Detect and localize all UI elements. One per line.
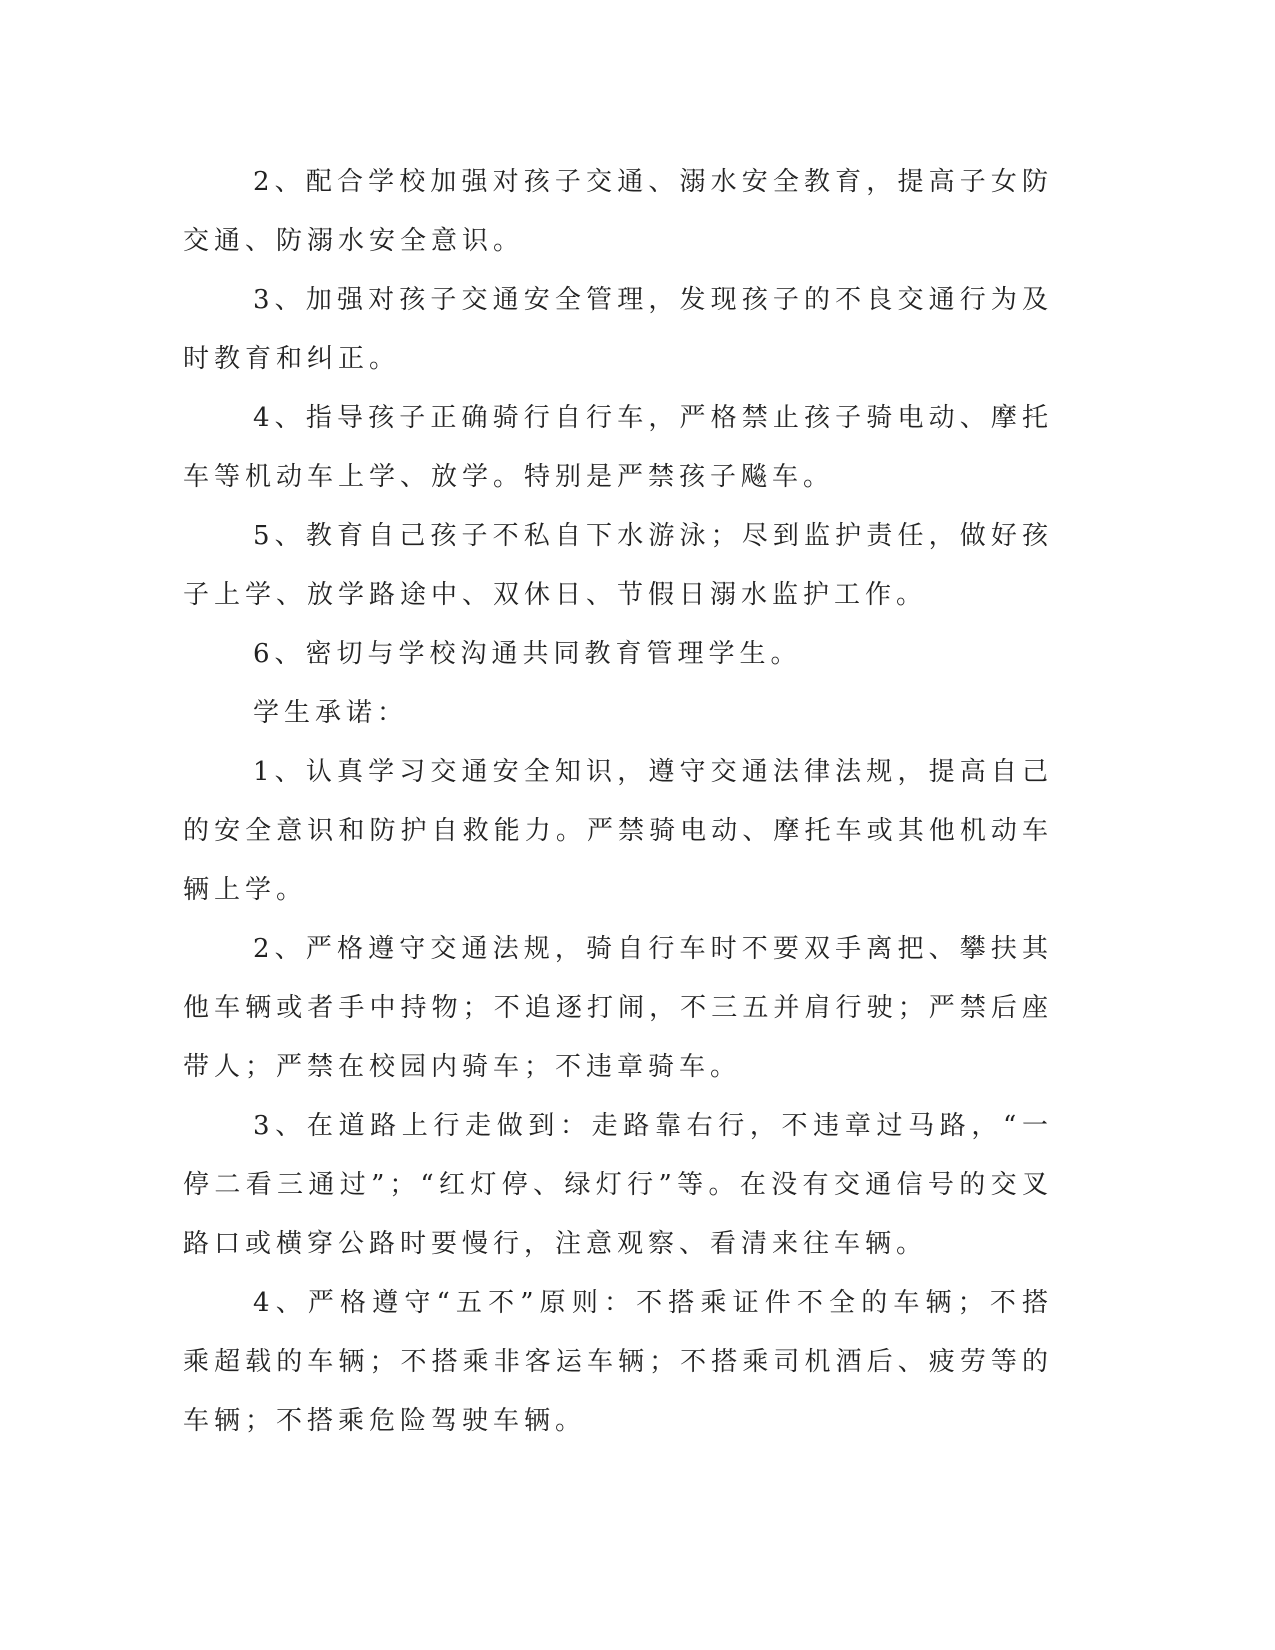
paragraph-student-item-2: 2、严格遵守交通法规，骑自行车时不要双手离把、攀扶其他车辆或者手中持物；不追逐打闹，不三五并肩行驶；严禁后座带人；严禁在校园内骑车；不违章骑车。 [183,934,1053,1082]
paragraph-student-item-4: 4、严格遵守“五不”原则：不搭乘证件不全的车辆；不搭乘超载的车辆；不搭乘非客运车辆；不搭乘司机酒后、疲劳等的车辆；不搭乘危险驾驶车辆。 [183,1288,1053,1436]
paragraph-parent-item-4: 4、指导孩子正确骑行自行车，严格禁止孩子骑电动、摩托车等机动车上学、放学。特别是严禁孩子飚车。 [183,403,1053,492]
paragraph-parent-item-5: 5、教育自己孩子不私自下水游泳；尽到监护责任，做好孩子上学、放学路途中、双休日、节假日溺水监护工作。 [183,521,1053,610]
paragraph-parent-item-2: 2、配合学校加强对孩子交通、溺水安全教育，提高子女防交通、防溺水安全意识。 [183,167,1053,256]
document-body [183,153,1053,1451]
paragraph-parent-item-3: 3、加强对孩子交通安全管理，发现孩子的不良交通行为及时教育和纠正。 [183,285,1053,374]
paragraph-student-item-1: 1、认真学习交通安全知识，遵守交通法律法规，提高自己的安全意识和防护自救能力。严禁骑电动、摩托车或其他机动车辆上学。 [183,757,1053,905]
paragraph-parent-item-6: 6、密切与学校沟通共同教育管理学生。 [253,639,802,669]
student-pledge-heading: 学生承诺： [253,698,409,728]
paragraph-student-item-3: 3、在道路上行走做到：走路靠右行，不违章过马路，“一停二看三通过”；“红灯停、绿灯行”等。在没有交通信号的交叉路口或横穿公路时要慢行，注意观察、看清来往车辆。 [183,1111,1053,1259]
